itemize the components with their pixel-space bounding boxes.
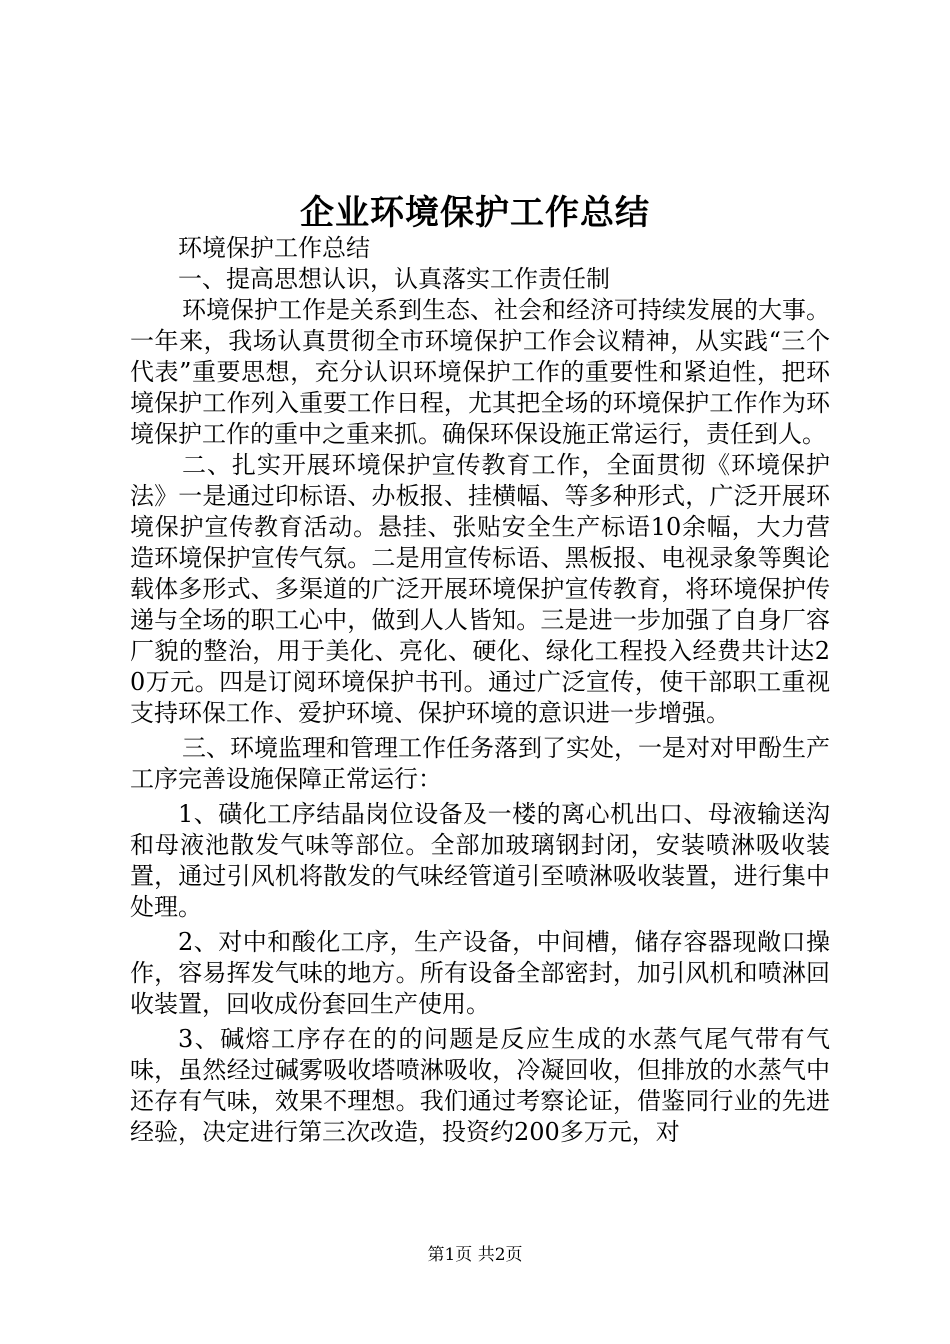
paragraph: 二、扎实开展环境保护宣传教育工作，全面贯彻《环境保护法》一是通过印标语、办板报、挂横幅、等多种形式，广泛开展环境保护宣传教育活动。悬挂、张贴安全生产标语10余幅，大力营造环境保护宣传气氛。二是用宣传标语、黑板报、电视录象等舆论载体多形式、多渠道的广泛开展环境保护宣传教育，将环境保护传递与全场的职工心中，做到人人皆知。三是进一步加强了自身厂容厂貌的整治，用于美化、亮化、硬化、绿化工程投入经费共计达20万元。四是订阅环境保护书刊。通过广泛宣传，使干部职工重视支持环保工作、爱护环境、保护环境的意识进一步增强。 bbox=[130, 451, 830, 727]
section-heading-1: 一、提高思想认识，认真落实工作责任制 bbox=[178, 265, 610, 293]
document-subtitle: 环境保护工作总结 bbox=[178, 234, 370, 262]
page-footer: 第1页 共2页 bbox=[427, 1245, 523, 1265]
paragraph: 环境保护工作是关系到生态、社会和经济可持续发展的大事。一年来，我场认真贯彻全市环境保护工作会议精神，从实践“三个代表”重要思想，充分认识环境保护工作的重要性和紧迫性，把环境保护工作列入重要工作日程，尤其把全场的环境保护工作作为环境保护工作的重中之重来抓。确保环保设施正常运行，责任到人。 bbox=[130, 296, 830, 448]
list-item: 3、碱熔工序存在的的问题是反应生成的水蒸气尾气带有气味，虽然经过碱雾吸收塔喷淋吸收，冷凝回收，但排放的水蒸气中还存有气味，效果不理想。我们通过考察论证，借鉴同行业的先进经验，决定进行第三次改造，投资约200多万元，对 bbox=[130, 1025, 830, 1146]
list-item: 2、对中和酸化工序，生产设备，中间槽，储存容器现敞口操作，容易挥发气味的地方。所有设备全部密封，加引风机和喷淋回收装置，回收成份套回生产使用。 bbox=[130, 928, 830, 1018]
document-title: 企业环境保护工作总结 bbox=[300, 193, 650, 233]
list-item: 1、磺化工序结晶岗位设备及一楼的离心机出口、母液输送沟和母液池散发气味等部位。全部加玻璃钢封闭，安装喷淋吸收装置，通过引风机将散发的气味经管道引至喷淋吸收装置，进行集中处理。 bbox=[130, 800, 830, 921]
document-body bbox=[130, 233, 830, 1148]
paragraph: 三、环境监理和管理工作任务落到了实处，一是对对甲酚生产工序完善设施保障正常运行： bbox=[130, 734, 830, 793]
